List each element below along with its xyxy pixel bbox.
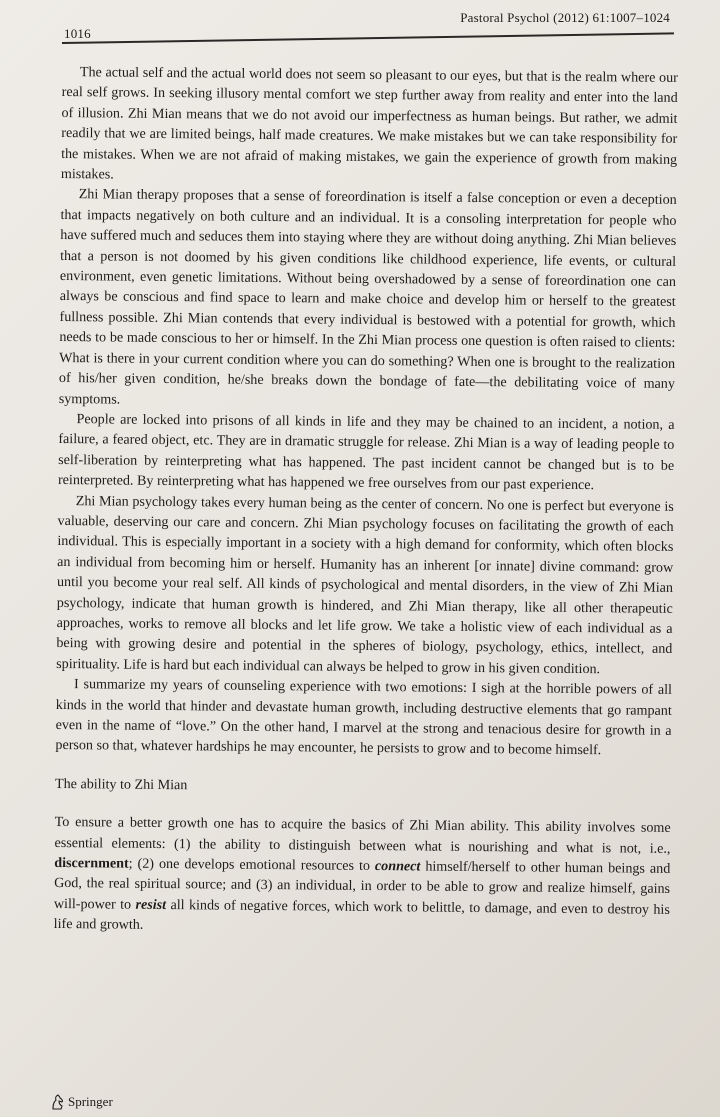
paragraph: Zhi Mian psychology takes every human being as the center of concern. No one is perfect but everyone is valuable, deserving our care and concern. Zhi Mian psychology focuses on facilitating the growth of each individual. This is especially important in a society with a high demand for conformity, which often blocks an individual from becoming him or herself. Humanity has an inherent [or innate] divine command: grow until you become your real self. All kinds of psychological and mental disorders, in the view of Zhi Mian psychology, indicate that human growth is hindered, and Zhi Mian therapy, like all other therapeutic approaches, works to remove all blocks and let life grow. We take a holistic view of each individual as a being with growing desire and potential in the spheres of biology, psychology, ethics, intellect, and spirituality. Life is hard but each individual can always be helped to grow in his given condition.: [56, 492, 674, 677]
term-resist: resist: [135, 896, 167, 913]
paragraph: The actual self and the actual world does not seem so pleasant to our eyes, but that is the realm where our real self grows. In seeking illusory mental comfort we step further away from reality and enter into the land of illusion. Zhi Mian means that we do not avoid our imperfectness as human beings. But rather, we admit readily that we are limited beings, half made creatures. We make mistakes but we can take responsibility for the mistakes. When we are not afraid of making mistakes, we gain the experience of growth from making mistakes.: [60, 64, 678, 183]
section-body: [54, 812, 671, 940]
text-run: To ensure a better growth one has to acquire the basics of Zhi Mian ability. This ability involves some essential elements: (1) the ability to distinguish between what is nourishing and what is not, i.e.,: [54, 814, 671, 857]
header-rule: [62, 32, 674, 43]
text-run: himself/herself to other human beings and God, the real spiritual source; and (3) an individual, in order to be able to grow and realize himself, gains will-power to: [53, 858, 671, 913]
term-discernment: discernment: [54, 854, 129, 872]
publisher-name: Springer: [68, 1094, 113, 1109]
paragraph: [54, 812, 671, 940]
term-connect: connect: [374, 858, 421, 875]
text-run: all kinds of negative forces, which work to belittle, to damage, and even to destroy his life and growth.: [53, 896, 670, 934]
running-head: Pastoral Psychol (2012) 61:1007–1024: [460, 10, 670, 25]
section-heading: The ability to Zhi Mian: [54, 775, 188, 794]
page-number: 1016: [64, 26, 91, 41]
paragraph: People are locked into prisons of all kinds in life and they may be chained to an incident, a notion, a failure, a feared object, etc. They are in dramatic struggle for release. Zhi Mian is a way of leading people to self-liberation by reinterpreting what has happened. The past incident cannot be changed but is to be reinterpreted. By reinterpreting what has happened we free ourselves from our past experience.: [57, 411, 675, 494]
text-run: ; (2) one develops emotional resources to: [128, 855, 376, 875]
body-text: [54, 62, 678, 941]
publisher-footer: [50, 1094, 113, 1110]
paragraph: Zhi Mian therapy proposes that a sense of foreordination is itself a false conception or even a deception that impacts negatively on both culture and an individual. It is a consoling interpretation for people who have suffered much and seduces them into staying where they are without doing anything. Zhi Mian believes that a person is not doomed by his given conditions like childhood experience, life events, or cultural environment, even genetic limitations. Without being overshadowed by a sense of foreordination one can always be conscious and find space to learn and make choice and develop him or herself to the greatest fullness possible. Zhi Mian contends that every individual is bestowed with a potential for growth, which needs to be made conscious to her or himself. In the Zhi Mian process one question is often raised to clients: What is there in your current condition where you can do something? When one is brought to the realization of his/her given condition, he/she breaks down the bondage of fate—the debilitating voice of many symptoms.: [58, 186, 677, 408]
paragraph: I summarize my years of counseling experience with two emotions: I sigh at the horrible powers of all kinds in the world that hinder and devastate human growth, including destructive elements that go rampant even in the name of “love.” On the other hand, I marvel at the strong and tenacious desire for growth in a person so that, whatever hardships he may encounter, he persists to grow and to become himself.: [55, 676, 673, 759]
springer-horse-icon: [50, 1094, 64, 1110]
